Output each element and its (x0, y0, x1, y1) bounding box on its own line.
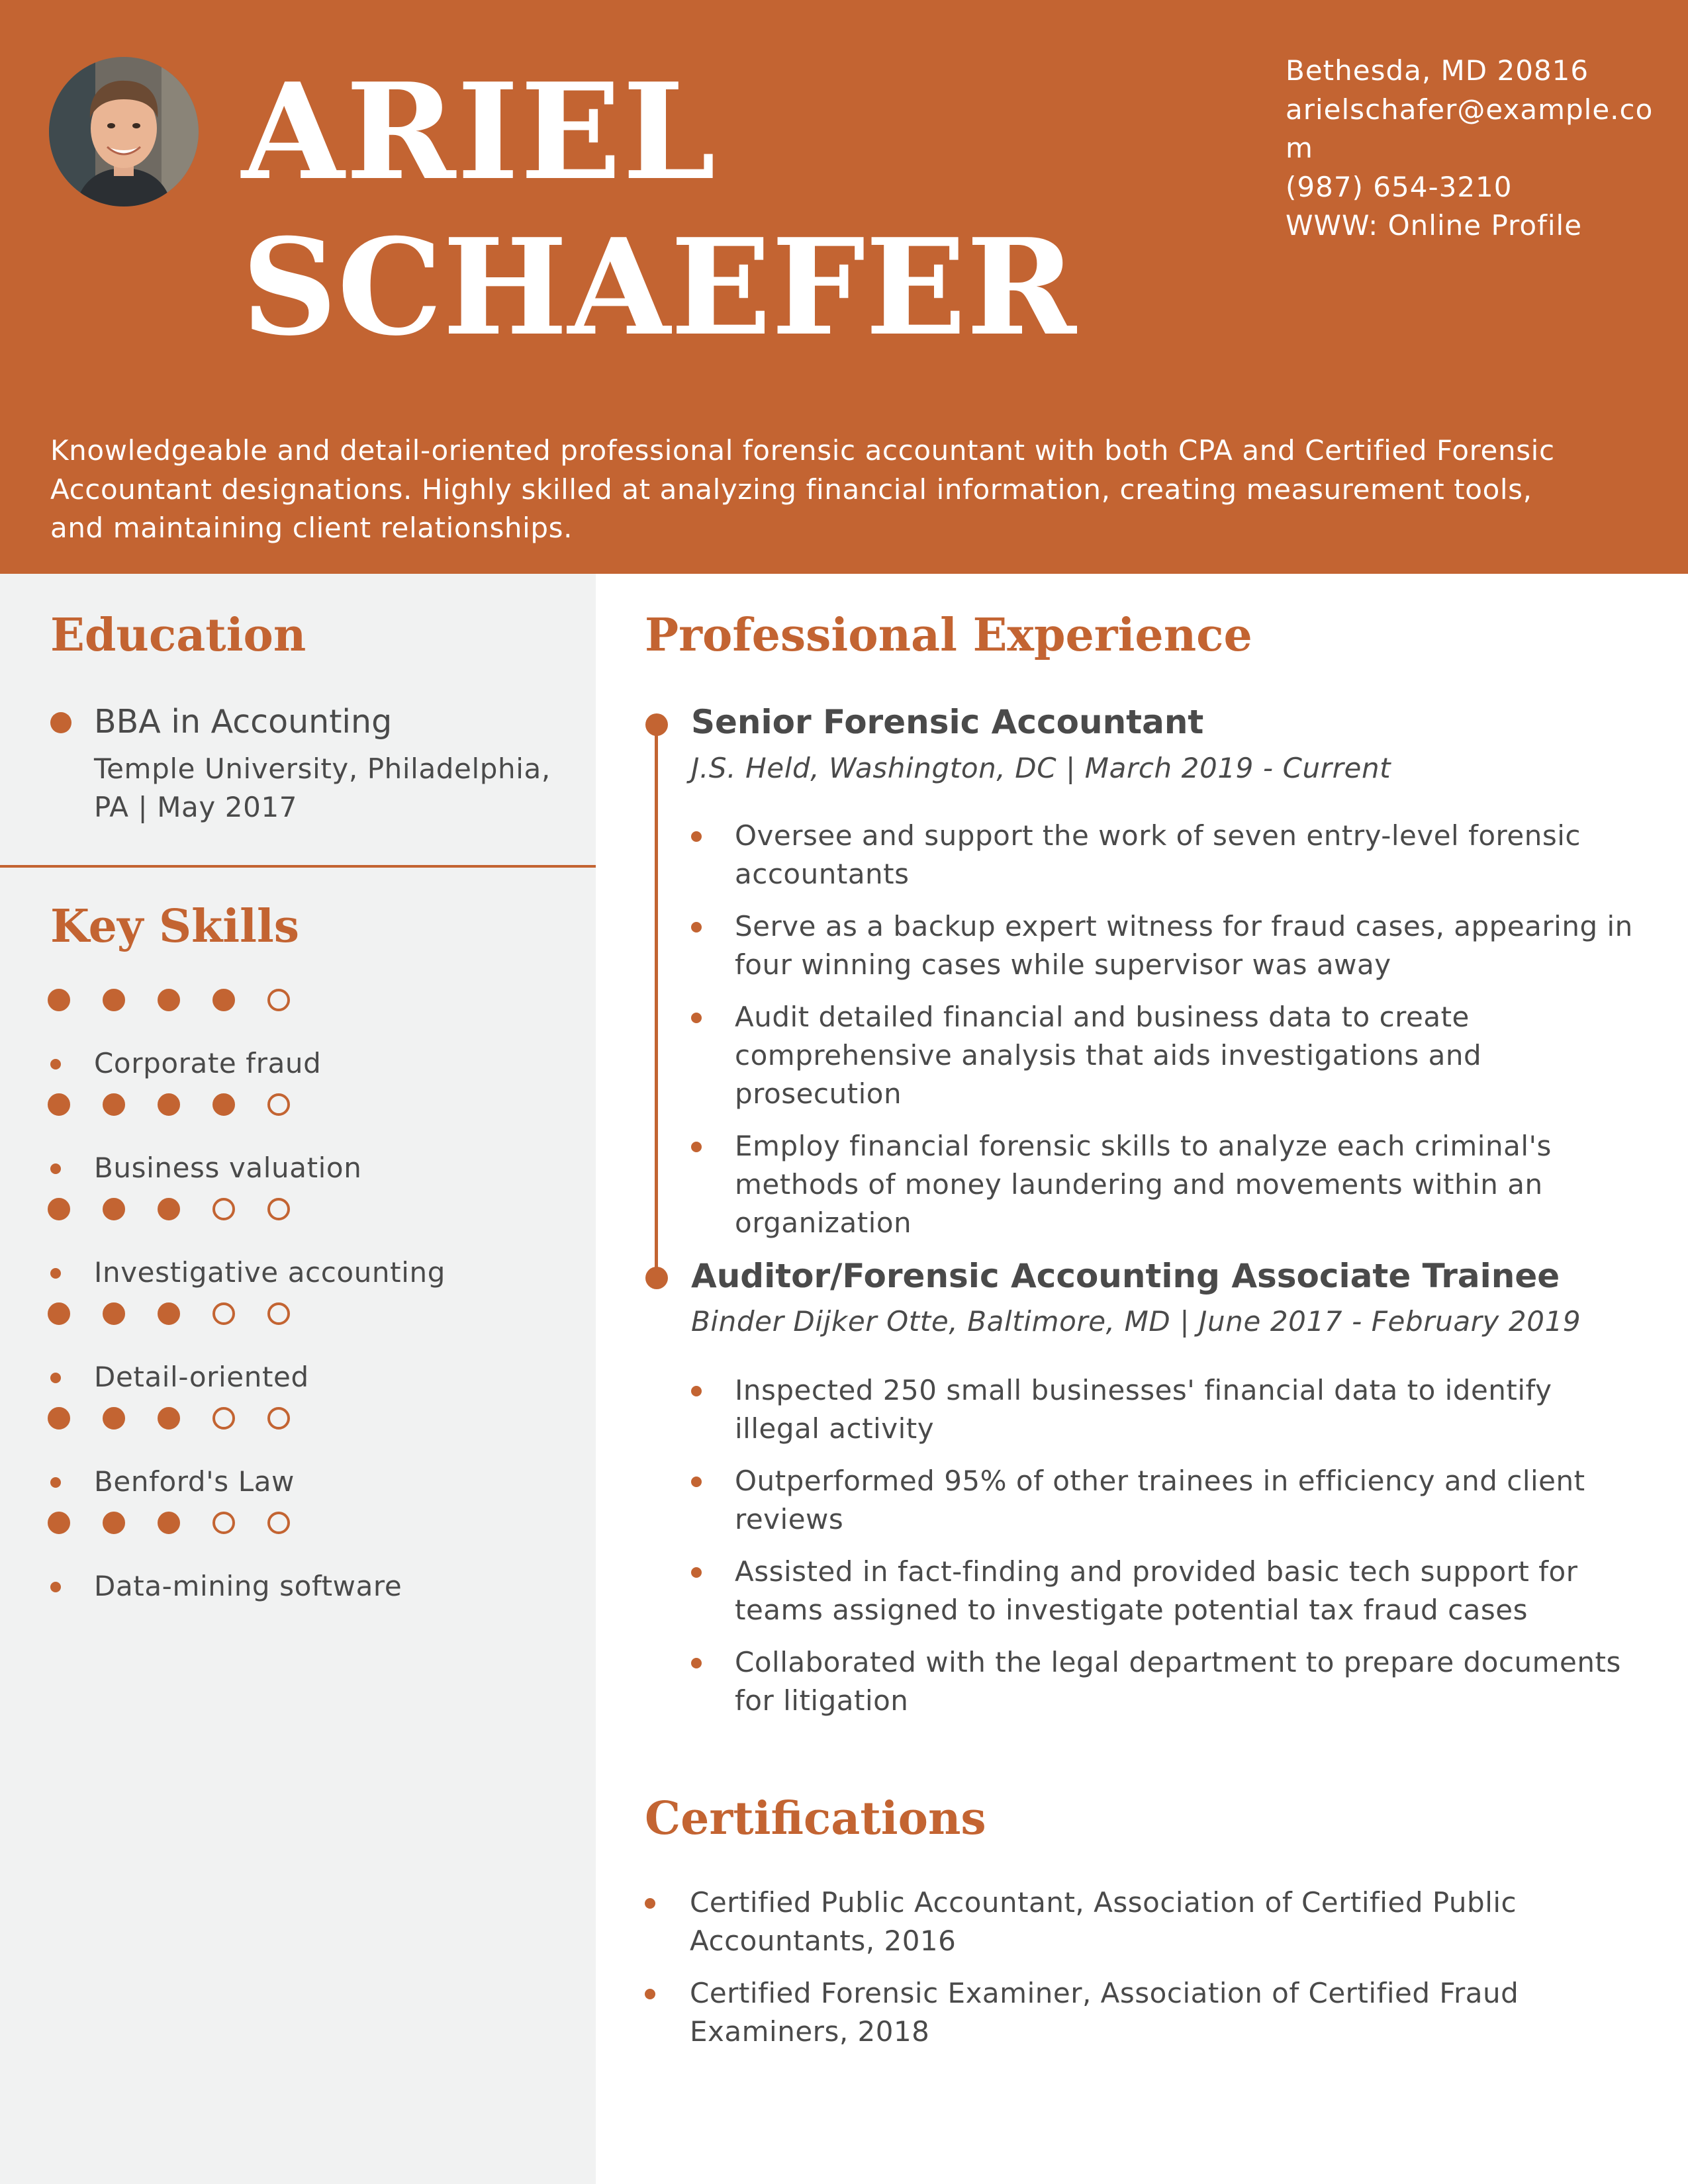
bullet-icon (691, 1477, 702, 1487)
certifications-list (645, 1884, 1585, 2065)
list-item (645, 1974, 1585, 2051)
rating-dot-empty-icon (212, 1302, 235, 1325)
header-banner (0, 0, 1688, 574)
bullet-text: Outperformed 95% of other trainees in efficiency and client reviews (735, 1465, 1585, 1535)
certification-text: Certified Public Accountant, Association of Certified Public Accountants, 2016 (690, 1886, 1517, 1957)
rating-dot-filled-icon (158, 1302, 180, 1325)
job-bullets (691, 817, 1644, 1256)
skill-bullet-icon (50, 1163, 61, 1174)
skill-label: Investigative accounting (94, 1256, 445, 1289)
rating-dot-filled-icon (158, 1407, 180, 1430)
job-meta: J.S. Held, Washington, DC | March 2019 - Current (691, 752, 1391, 784)
bullet-icon (691, 1142, 702, 1152)
job-timeline-dot-icon (645, 713, 668, 736)
job-title: Auditor/Forensic Accounting Associate Trainee (691, 1257, 1560, 1295)
professional-summary: Knowledgeable and detail-oriented professional forensic accountant with both CPA and Certified Forensic Accountant designations. Highly skilled at analyzing financial information, creating measurement tools, and maintaining client relationships. (50, 434, 1555, 544)
skill-label: Data-mining software (94, 1570, 402, 1602)
rating-dot-filled-icon (48, 1512, 70, 1534)
rating-dot-filled-icon (103, 1407, 125, 1430)
rating-dot-filled-icon (212, 989, 235, 1011)
skill-bullet-icon (50, 1268, 61, 1279)
education-degree: BBA in Accounting (94, 703, 393, 741)
rating-dot-filled-icon (158, 1198, 180, 1220)
bullet-icon (645, 1898, 655, 1909)
rating-dot-filled-icon (103, 1093, 125, 1116)
rating-dot-empty-icon (212, 1407, 235, 1430)
rating-dot-filled-icon (48, 1302, 70, 1325)
bullet-icon (691, 1567, 702, 1578)
skill-label: Business valuation (94, 1152, 362, 1184)
education-heading: Education (50, 609, 306, 662)
list-item (691, 1553, 1644, 1629)
rating-dot-filled-icon (103, 1198, 125, 1220)
rating-dot-filled-icon (48, 1093, 70, 1116)
education-details: Temple University, Philadelphia, PA | May 2017 (94, 752, 551, 823)
bullet-text: Oversee and support the work of seven entry-level forensic accountants (735, 819, 1581, 890)
last-name: SCHAEFER (242, 210, 1076, 365)
skill-bullet-icon (50, 1373, 61, 1383)
rating-dot-empty-icon (267, 1198, 290, 1220)
skill-label: Benford's Law (94, 1465, 295, 1498)
bullet-icon (691, 922, 702, 933)
skill-bullet-icon (50, 1477, 61, 1488)
bullet-text: Audit detailed financial and business data to create comprehensive analysis that aids investigations and prosecution (735, 1001, 1482, 1110)
rating-dot-empty-icon (267, 1302, 290, 1325)
rating-dot-empty-icon (267, 1407, 290, 1430)
rating-dot-filled-icon (48, 1407, 70, 1430)
contact-phone[interactable]: (987) 654-3210 (1286, 170, 1513, 203)
rating-dot-filled-icon (158, 1093, 180, 1116)
rating-dot-filled-icon (103, 1512, 125, 1534)
rating-dot-filled-icon (103, 1302, 125, 1325)
list-item (691, 1462, 1644, 1539)
list-item (691, 1371, 1644, 1448)
experience-heading: Professional Experience (645, 609, 1252, 662)
list-item (691, 907, 1644, 984)
sidebar-divider (0, 865, 596, 868)
list-item (645, 1884, 1585, 1960)
bullet-text: Assisted in fact-finding and provided basic tech support for teams assigned to investigate potential tax fraud cases (735, 1555, 1578, 1626)
job-bullets (691, 1371, 1644, 1734)
key-skills-heading: Key Skills (50, 900, 300, 953)
list-item (691, 817, 1644, 893)
rating-dot-empty-icon (212, 1512, 235, 1534)
rating-dot-filled-icon (48, 1198, 70, 1220)
bullet-icon (691, 1658, 702, 1668)
job-timeline-dot-icon (645, 1267, 668, 1289)
bullet-text: Employ financial forensic skills to analyze each criminal's methods of money laundering and movements within an organization (735, 1130, 1552, 1239)
profile-photo (49, 57, 199, 206)
rating-dot-empty-icon (267, 989, 290, 1011)
rating-dot-empty-icon (267, 1093, 290, 1116)
skill-label: Detail-oriented (94, 1361, 309, 1393)
rating-dot-filled-icon (103, 989, 125, 1011)
skill-bullet-icon (50, 1582, 61, 1592)
rating-dot-filled-icon (212, 1093, 235, 1116)
skill-bullet-icon (50, 1059, 61, 1069)
bullet-text: Inspected 250 small businesses' financial data to identify illegal activity (735, 1374, 1552, 1445)
education-bullet-icon (50, 712, 71, 733)
profile-photo-image (49, 57, 199, 206)
list-item (691, 1127, 1644, 1242)
bullet-icon (691, 1013, 702, 1023)
rating-dot-empty-icon (267, 1512, 290, 1534)
rating-dot-filled-icon (158, 989, 180, 1011)
rating-dot-filled-icon (48, 989, 70, 1011)
job-title: Senior Forensic Accountant (691, 703, 1204, 741)
contact-email[interactable]: arielschafer@example.com (1286, 93, 1654, 164)
contact-website[interactable]: WWW: Online Profile (1286, 209, 1583, 242)
bullet-icon (691, 1386, 702, 1396)
skill-label: Corporate fraud (94, 1047, 322, 1079)
job-meta: Binder Dijker Otte, Baltimore, MD | June 2017 - February 2019 (691, 1305, 1581, 1338)
first-name: ARIEL (242, 54, 718, 210)
contact-block (1286, 52, 1656, 246)
certification-text: Certified Forensic Examiner, Association of Certified Fraud Examiners, 2018 (690, 1977, 1519, 2048)
bullet-text: Serve as a backup expert witness for fraud cases, appearing in four winning cases while supervisor was away (735, 910, 1633, 981)
list-item (691, 998, 1644, 1113)
rating-dot-empty-icon (212, 1198, 235, 1220)
bullet-icon (645, 1989, 655, 1999)
bullet-text: Collaborated with the legal department to prepare documents for litigation (735, 1646, 1621, 1717)
contact-location: Bethesda, MD 20816 (1286, 54, 1589, 87)
list-item (691, 1643, 1644, 1720)
experience-timeline-line (655, 721, 658, 1277)
bullet-icon (691, 831, 702, 842)
certifications-heading: Certifications (645, 1792, 986, 1845)
rating-dot-filled-icon (158, 1512, 180, 1534)
